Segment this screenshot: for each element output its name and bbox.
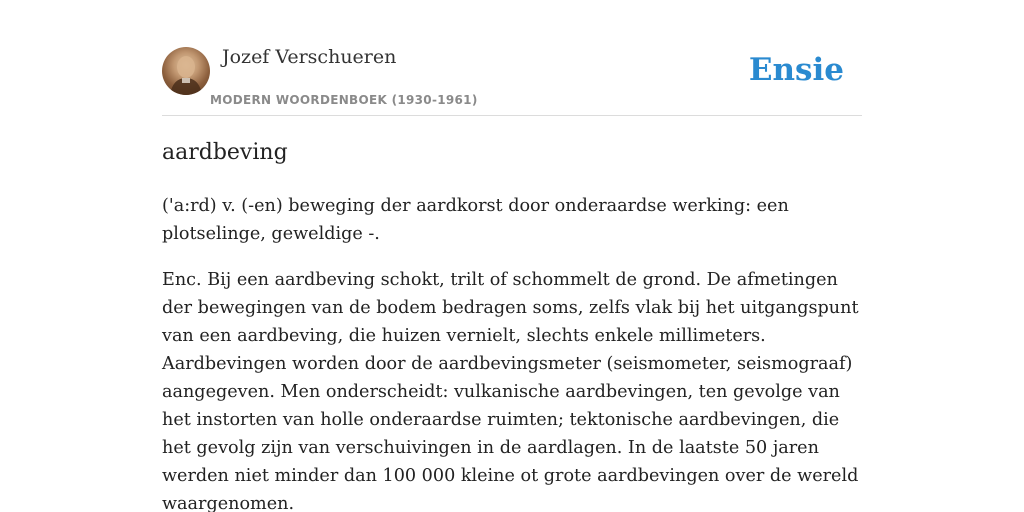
entry-headword: aardbeving bbox=[162, 140, 288, 165]
entry-encyclopedia: Enc. Bij een aardbeving schokt, trilt of schommelt de grond. De afmetingen der bewegingen van de bodem bedragen soms, zelfs vlak bij het uitgangspunt van een aardbeving, die huizen vernielt, slechts enkele millimeters. Aardbevingen worden door de aardbevingsmeter (seismometer, seismograaf) aangegeven. Men onderscheidt: vulkanische aardbevingen, ten gevolge van het instorten van holle onderaardse ruimten; tektonische aardbevingen, die het gevolg zijn van verschuivingen in de aardlagen. In de laatste 50 jaren werden niet minder dan 100 000 kleine ot grote aardbevingen over de wereld waargenomen. bbox=[162, 270, 859, 512]
author-name[interactable]: Jozef Verschueren bbox=[222, 46, 397, 68]
header-divider bbox=[162, 115, 862, 116]
portrait-icon bbox=[162, 47, 210, 95]
entry-header bbox=[162, 40, 862, 116]
entry-body bbox=[162, 192, 866, 512]
entry-definition: ('a:rd) v. (-en) beweging der aardkorst door onderaardse werking: een plotselinge, geweldige -. bbox=[162, 196, 789, 244]
source-title[interactable]: MODERN WOORDENBOEK (1930-1961) bbox=[210, 93, 478, 107]
author-avatar[interactable] bbox=[162, 47, 210, 95]
site-logo[interactable]: Ensie bbox=[748, 52, 844, 88]
